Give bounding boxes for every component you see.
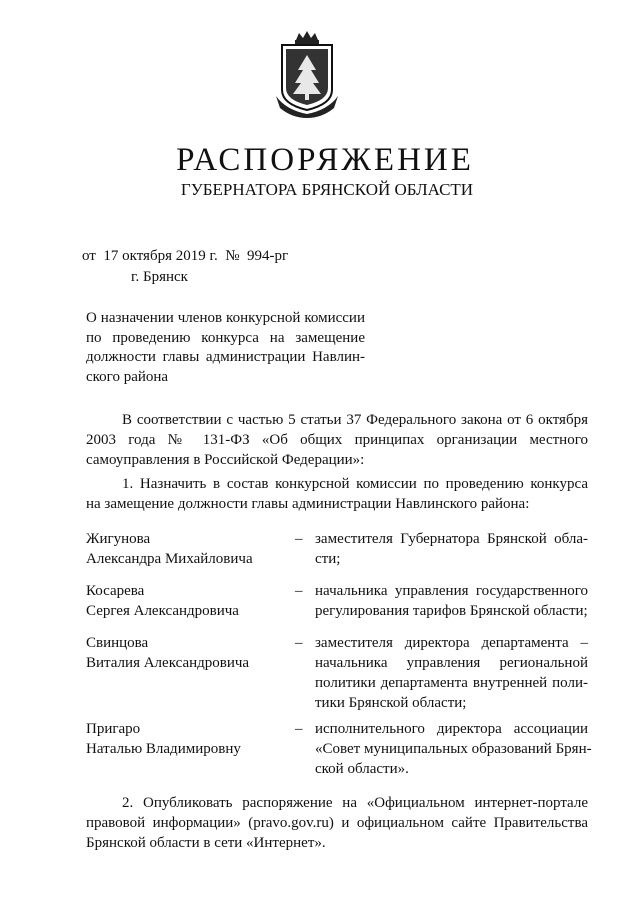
coat-of-arms-icon <box>274 30 340 118</box>
position-line: тики Брянской области; <box>315 695 467 711</box>
item-1-paragraph <box>86 474 588 514</box>
member-given-names: Александра Михайловича <box>86 551 253 567</box>
paragraph-line: 1. Назначить в состав конкурсной комиссии по проведению конкурса <box>122 476 588 492</box>
position-line: заместителя директора департамента – <box>315 635 588 651</box>
document-city: г. Брянск <box>131 269 188 285</box>
member-surname: Пригаро <box>86 721 141 737</box>
position-line: заместителя Губернатора Брянской обла- <box>315 531 588 547</box>
paragraph-line: правовой информации» (pravo.gov.ru) и официальном сайте Правительства <box>86 815 588 831</box>
position-line: регулирования тарифов Брянской области; <box>315 603 588 619</box>
member-surname: Жигунова <box>86 531 151 547</box>
date-prefix: от <box>82 248 96 264</box>
number-sign: № <box>225 248 240 264</box>
member-dash: – <box>295 531 303 547</box>
member-given-names: Виталия Александровича <box>86 655 250 671</box>
position-line: политики департамента внутренней поли- <box>315 675 588 691</box>
member-position <box>315 633 588 713</box>
position-line: «Совет муниципальных образований Брян- <box>315 741 592 757</box>
paragraph-line: самоуправления в Российской Федерации»: <box>86 452 365 468</box>
member-name <box>86 719 286 759</box>
document-date: 17 октября 2019 г. <box>103 248 218 264</box>
date-line <box>82 247 288 265</box>
position-line: сти; <box>315 551 341 567</box>
position-line: исполнительного директора ассоциации <box>315 721 588 737</box>
paragraph-line: Брянской области в сети «Интернет». <box>86 835 326 851</box>
subject-line: О назначении членов конкурсной комиссии <box>86 310 365 326</box>
subject-line: ского района <box>86 368 169 385</box>
document-number: 994-рг <box>247 248 289 264</box>
member-dash: – <box>295 583 303 599</box>
member-name <box>86 581 286 621</box>
paragraph-line: 2003 года № 131-ФЗ «Об общих принципах организации местного <box>86 432 588 448</box>
member-dash: – <box>295 721 303 737</box>
member-surname: Косарева <box>86 583 145 599</box>
item-2-paragraph <box>86 793 588 853</box>
member-position <box>315 719 592 779</box>
position-line: начальника управления государственного <box>315 583 588 599</box>
position-line: начальника управления региональной <box>315 655 588 671</box>
member-surname: Свинцова <box>86 635 149 651</box>
document-subtitle: ГУБЕРНАТОРА БРЯНСКОЙ ОБЛАСТИ <box>180 180 474 199</box>
paragraph-line: на замещение должности главы администрации Навлинского района: <box>86 496 530 512</box>
position-line: ской области». <box>315 761 409 777</box>
paragraph-line: 2. Опубликовать распоряжение на «Официальном интернет-портале <box>122 795 588 811</box>
member-name <box>86 633 286 673</box>
member-given-names: Сергея Александровича <box>86 603 239 619</box>
member-position <box>315 529 588 569</box>
member-name <box>86 529 286 569</box>
member-given-names: Наталью Владимировну <box>86 741 241 757</box>
member-position <box>315 581 588 621</box>
member-dash: – <box>295 635 303 651</box>
subject-line: должности главы администрации Навлин- <box>86 349 365 365</box>
subject-line: по проведению конкурса на замещение <box>86 329 365 346</box>
document-subject <box>86 309 365 387</box>
document-title: РАСПОРЯЖЕНИЕ <box>176 142 474 178</box>
preamble-paragraph <box>86 410 588 470</box>
paragraph-line: В соответствии с частью 5 статьи 37 Федерального закона от 6 октября <box>122 412 588 428</box>
